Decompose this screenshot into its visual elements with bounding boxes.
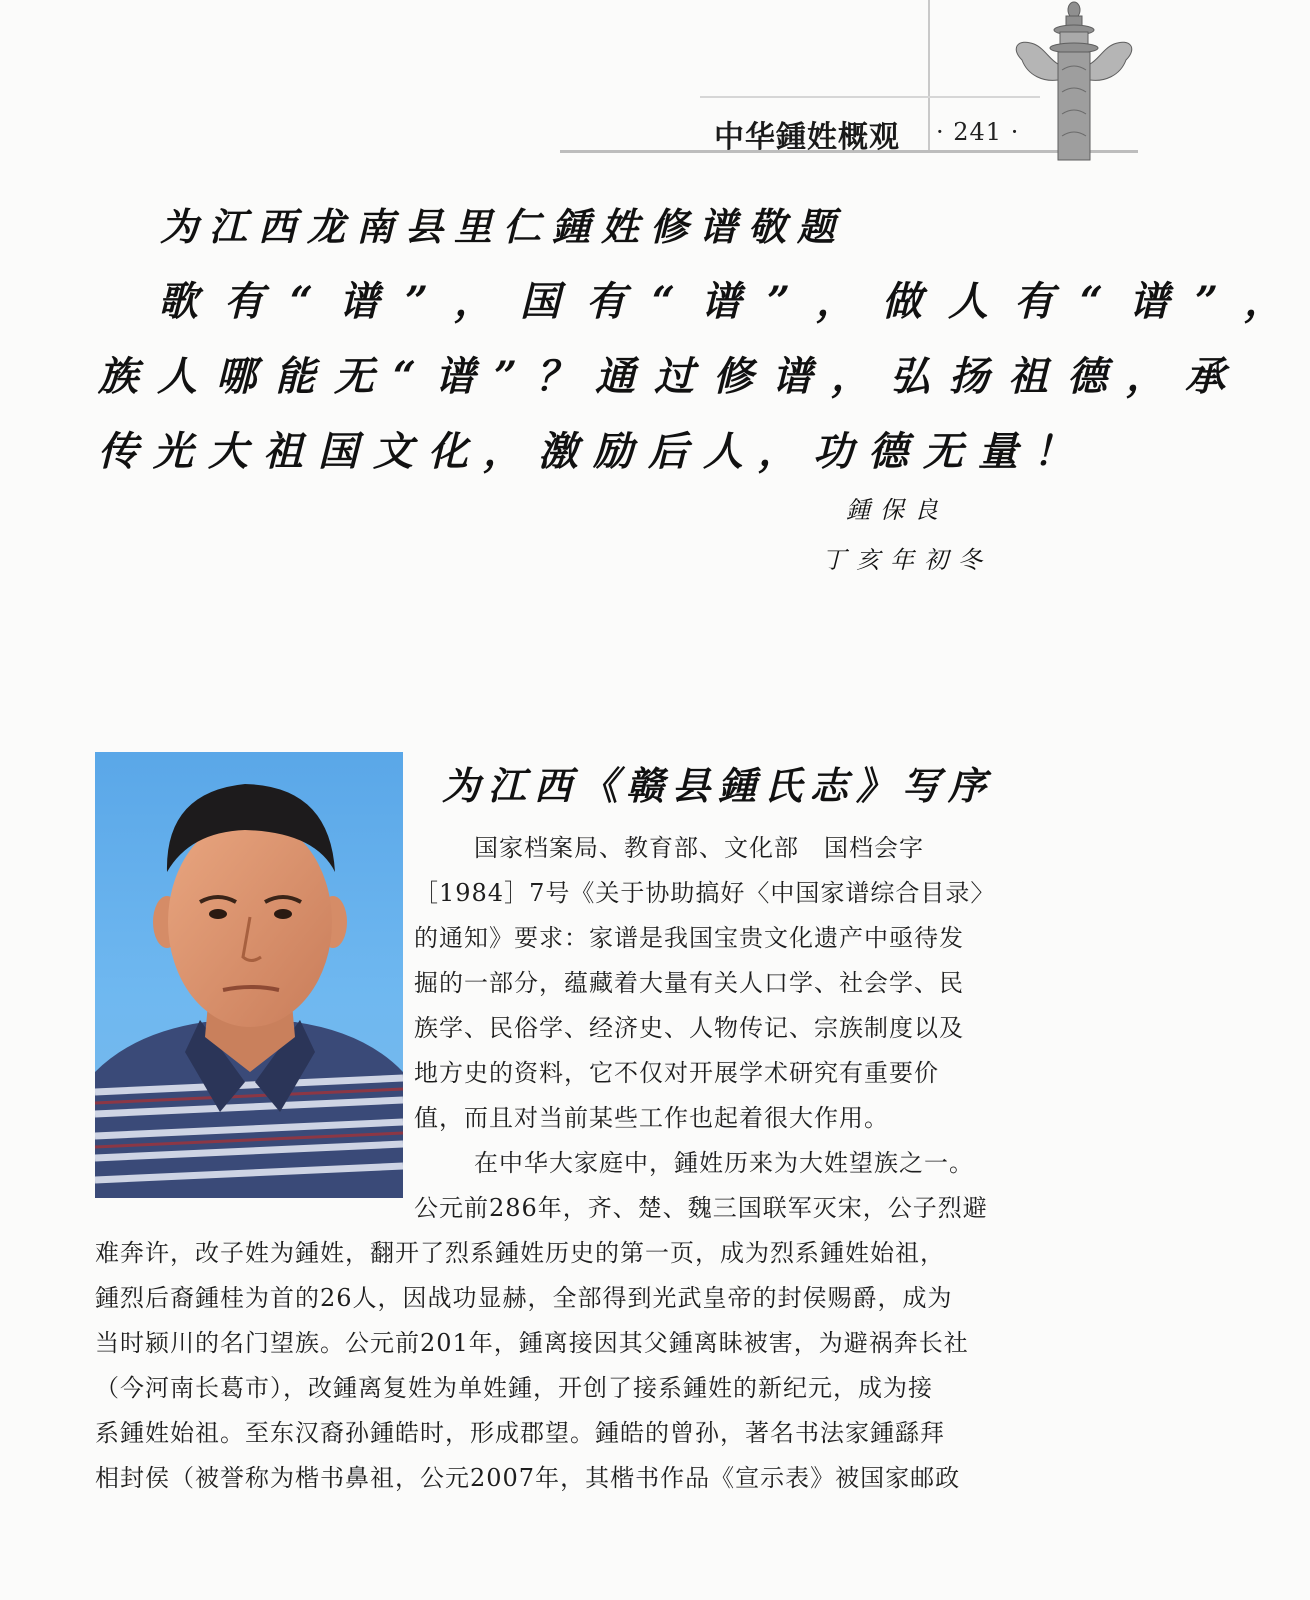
article-line-10: 难奔许，改子姓为鍾姓，翻开了烈系鍾姓历史的第一页，成为烈系鍾姓始祖， — [95, 1239, 945, 1267]
portrait-illustration — [95, 752, 403, 1198]
article-line-5: 族学、民俗学、经济史、人物传记、宗族制度以及 — [414, 1014, 964, 1042]
author-portrait-photo — [95, 752, 403, 1198]
article-line-6: 地方史的资料，它不仅对开展学术研究有重要价 — [414, 1059, 939, 1087]
inscription-line-1: 歌有“谱”，国有“谱”，做人有“谱”， — [158, 278, 1310, 325]
header-divider-vertical — [928, 0, 930, 152]
article-line-14: 系鍾姓始祖。至东汉裔孙鍾皓时，形成郡望。鍾皓的曾孙，著名书法家鍾繇拜 — [95, 1419, 945, 1447]
article-line-11: 鍾烈后裔鍾桂为首的26人，因战功显赫，全部得到光武皇帝的封侯赐爵，成为 — [95, 1284, 953, 1312]
article-line-2: ［1984］7号《关于协助搞好〈中国家谱综合目录〉 — [414, 879, 996, 907]
article-line-9: 公元前286年，齐、楚、魏三国联军灭宋，公子烈避 — [414, 1194, 988, 1222]
article-line-15: 相封侯（被誉称为楷书鼻祖，公元2007年，其楷书作品《宣示表》被国家邮政 — [95, 1464, 961, 1492]
huabiao-pillar-ornament — [1010, 0, 1138, 160]
inscription-date: 丁亥年初冬 — [822, 546, 992, 574]
header-divider-top — [700, 96, 1040, 98]
article-title: 为江西《赣县鍾氏志》写序 — [442, 763, 995, 808]
inscription-line-2: 族人哪能无“谱”？通过修谱，弘扬祖德，承 — [98, 353, 1245, 400]
inscription-line-3: 传光大祖国文化，激励后人，功德无量！ — [98, 428, 1088, 475]
article-line-4: 掘的一部分，蕴藏着大量有关人口学、社会学、民 — [414, 969, 964, 997]
article-line-12: 当时颍川的名门望族。公元前201年，鍾离接因其父鍾离眛被害，为避祸奔长社 — [95, 1329, 969, 1357]
inscription-title: 为江西龙南县里仁鍾姓修谱敬题 — [160, 204, 847, 249]
article-line-13: （今河南长葛市），改鍾离复姓为单姓鍾，开创了接系鍾姓的新纪元，成为接 — [95, 1374, 933, 1402]
page-number: · 241 · — [936, 118, 1020, 146]
article-line-3: 的通知》要求：家谱是我国宝贵文化遗产中亟待发 — [414, 924, 964, 952]
article-line-8: 在中华大家庭中，鍾姓历来为大姓望族之一。 — [474, 1149, 974, 1177]
article-line-1: 国家档案局、教育部、文化部 国档会字 — [474, 834, 924, 862]
running-header-title: 中华鍾姓概观 — [714, 120, 900, 155]
inscription-author: 鍾保良 — [846, 496, 948, 524]
article-line-7: 值，而且对当前某些工作也起着很大作用。 — [414, 1104, 889, 1132]
